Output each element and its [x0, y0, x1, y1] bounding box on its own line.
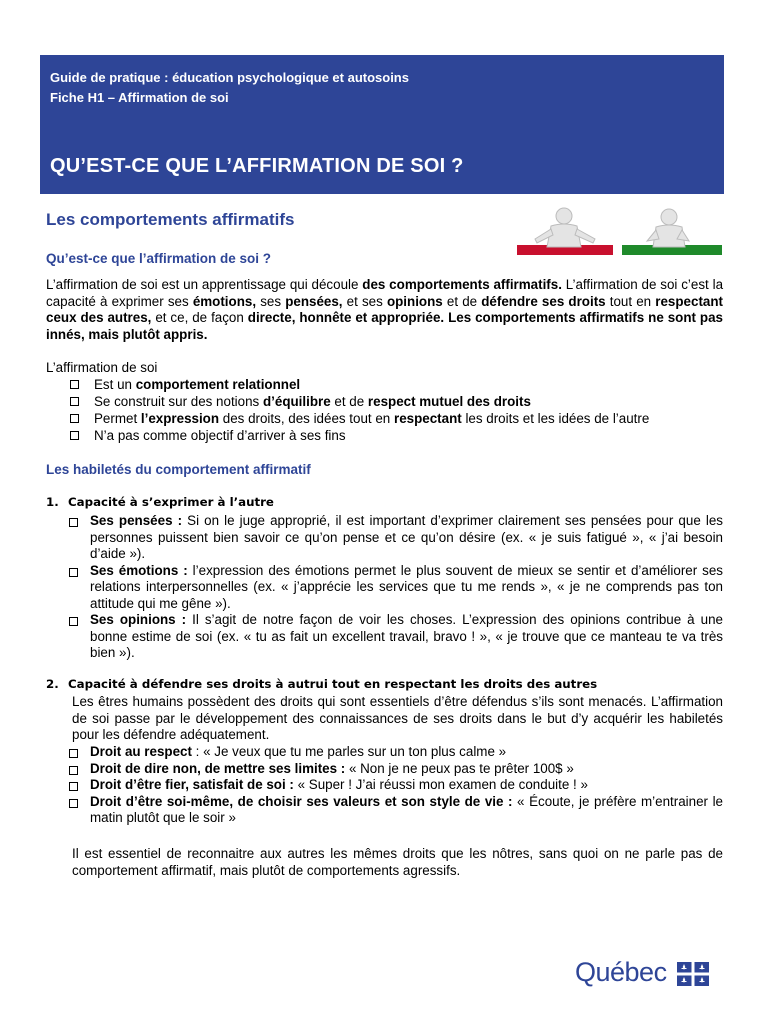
fleurdelise-flag-icon — [677, 962, 709, 986]
item-text: Si on le juge approprié, il est important d’exprimer clairement ses pensées pour que les personnes puissent bien savoir ce qu’on pense et ce qu’on désire (ex. « je suis fatigué », « j’ai besoin d’aide »). — [90, 513, 723, 561]
checkbox-square-icon — [70, 414, 79, 423]
intro-bold: défendre ses droits — [481, 293, 606, 309]
item-text: N’a pas comme objectif d’arriver à ses fins — [94, 428, 346, 443]
item-text: « Écoute, je préfère m’entrainer le matin plutôt que le soir » — [90, 793, 724, 825]
section-title: Les comportements affirmatifs — [46, 210, 295, 229]
item-text: « Super ! J’ai réussi mon examen de conduite ! » — [293, 777, 588, 792]
item-label: Ses pensées : — [90, 513, 183, 528]
page-title: QU’EST-CE QUE L’AFFIRMATION DE SOI ? — [50, 155, 464, 177]
intro-bold: émotions, — [192, 293, 257, 309]
item-text: Se construit sur des notions — [94, 394, 263, 409]
intro-text: et ce, de façon — [151, 310, 248, 325]
logo-wordmark: Québec — [575, 957, 667, 987]
item-text: les droits et les idées de l’autre — [461, 411, 650, 426]
intro-text: ses — [256, 293, 286, 309]
intro-text: L’affirmation de soi est un apprentissage qui découle — [46, 277, 363, 292]
intro-bold: pensées, — [285, 293, 343, 309]
rights-list — [69, 744, 723, 827]
affirmation-lead: L’affirmation de soi — [46, 360, 158, 375]
rights-paragraph: Les êtres humains possèdent des droits qui sont essentiels d’être défendus s’ils sont menacés. L’affirmation de soi passe par le développement des connaissances de ses droits dans le but d’y acquérir les habiletés pour les défendre adéquatement. — [72, 694, 723, 742]
header-banner — [40, 55, 724, 194]
item-text: des droits, des idées tout en — [219, 411, 394, 426]
checkbox-square-icon — [70, 397, 79, 406]
sheet-line: Fiche H1 – Affirmation de soi — [50, 90, 229, 105]
list-item — [70, 393, 720, 410]
checkbox-square-icon — [69, 749, 78, 758]
item-bold: respect mutuel des droits — [367, 394, 531, 409]
item-label: Ses émotions : — [90, 562, 188, 578]
intro-text: tout en — [605, 293, 656, 309]
item-text: Est un — [94, 377, 136, 392]
skill-number: 2. — [46, 677, 59, 691]
checkbox-square-icon — [69, 799, 78, 808]
intro-text: et ses — [342, 293, 387, 309]
list-item — [69, 761, 723, 778]
intro-paragraph — [46, 277, 723, 343]
expression-list — [69, 513, 723, 662]
item-label: Ses opinions : — [90, 612, 187, 627]
item-text: Permet — [94, 411, 141, 426]
item-label: Droit d’être soi-même, de choisir ses valeurs et son style de vie : — [90, 793, 513, 809]
item-text: et de — [330, 394, 368, 409]
person-left-icon — [535, 208, 595, 247]
checkbox-square-icon — [70, 431, 79, 440]
checkbox-square-icon — [69, 617, 78, 626]
question-subtitle: Qu’est-ce que l’affirmation de soi ? — [46, 251, 272, 266]
item-bold: respectant — [393, 411, 462, 426]
item-bold: comportement relationnel — [135, 377, 301, 392]
intro-text: L’affirmation de soi c’est la capacité à exprimer ses — [46, 277, 724, 309]
list-item — [69, 744, 723, 761]
affirmation-list — [70, 376, 720, 444]
item-text: : « Je veux que tu me parles sur un ton plus calme » — [191, 744, 507, 759]
skill-heading-text: Capacité à défendre ses droits à autrui tout en respectant les droits des autres — [68, 677, 598, 691]
item-label: Droit de dire non, de mettre ses limites : — [90, 760, 346, 776]
intro-bold: opinions — [386, 293, 443, 309]
list-item — [69, 612, 723, 662]
item-label: Droit d’être fier, satisfait de soi : — [90, 777, 294, 792]
item-label: Droit au respect — [90, 744, 192, 759]
list-item — [69, 563, 723, 613]
item-text: l’expression des émotions permet le plus souvent de mieux se sentir et d’améliorer ses relations interpersonnelles (ex. « j’apprécie les services que tu me rends », « je ne comprends pas ton attitude qui me gêne »). — [90, 562, 723, 611]
item-text: Il s’agit de notre façon de voir les choses. L’expression des opinions contribue à une bonne estime de soi (ex. « tu as fait un excellent travail, bravo ! », « je trouve que ce manteau te va très bien »). — [90, 612, 723, 660]
skill-number: 1. — [46, 495, 59, 509]
checkbox-square-icon — [69, 518, 78, 527]
guide-line: Guide de pratique : éducation psychologique et autosoins — [50, 70, 409, 85]
intro-bold: respectant ceux des autres, — [46, 293, 723, 325]
list-item — [70, 410, 720, 427]
people-standing-illustration — [517, 207, 725, 261]
list-item — [69, 777, 723, 794]
list-item — [69, 794, 723, 827]
checkbox-square-icon — [70, 380, 79, 389]
intro-bold: directe, honnête et appropriée. Les comportements affirmatifs ne sont pas innés, mais plutôt appris. — [46, 310, 723, 342]
item-bold: d’équilibre — [262, 394, 331, 409]
closing-paragraph: Il est essentiel de reconnaitre aux autres les mêmes droits que les nôtres, sans quoi on ne parle pas de comportement affirmatif, mais plutôt de comportements agressifs. — [72, 846, 723, 878]
list-item — [70, 376, 720, 393]
checkbox-square-icon — [69, 782, 78, 791]
intro-bold: des comportements affirmatifs. — [362, 277, 562, 292]
list-item — [69, 513, 723, 563]
skills-title: Les habiletés du comportement affirmatif — [46, 462, 311, 477]
intro-text: et de — [442, 293, 482, 309]
item-bold: l’expression — [140, 411, 220, 426]
header-subtitle — [50, 68, 409, 108]
skill-heading-2 — [46, 677, 597, 691]
list-item — [70, 427, 720, 444]
checkbox-square-icon — [69, 766, 78, 775]
item-text: « Non je ne peux pas te prêter 100$ » — [345, 760, 574, 776]
checkbox-square-icon — [69, 568, 78, 577]
skill-heading-text: Capacité à s’exprimer à l’autre — [68, 495, 274, 509]
skill-heading-1 — [46, 495, 274, 509]
person-right-icon — [647, 209, 689, 247]
